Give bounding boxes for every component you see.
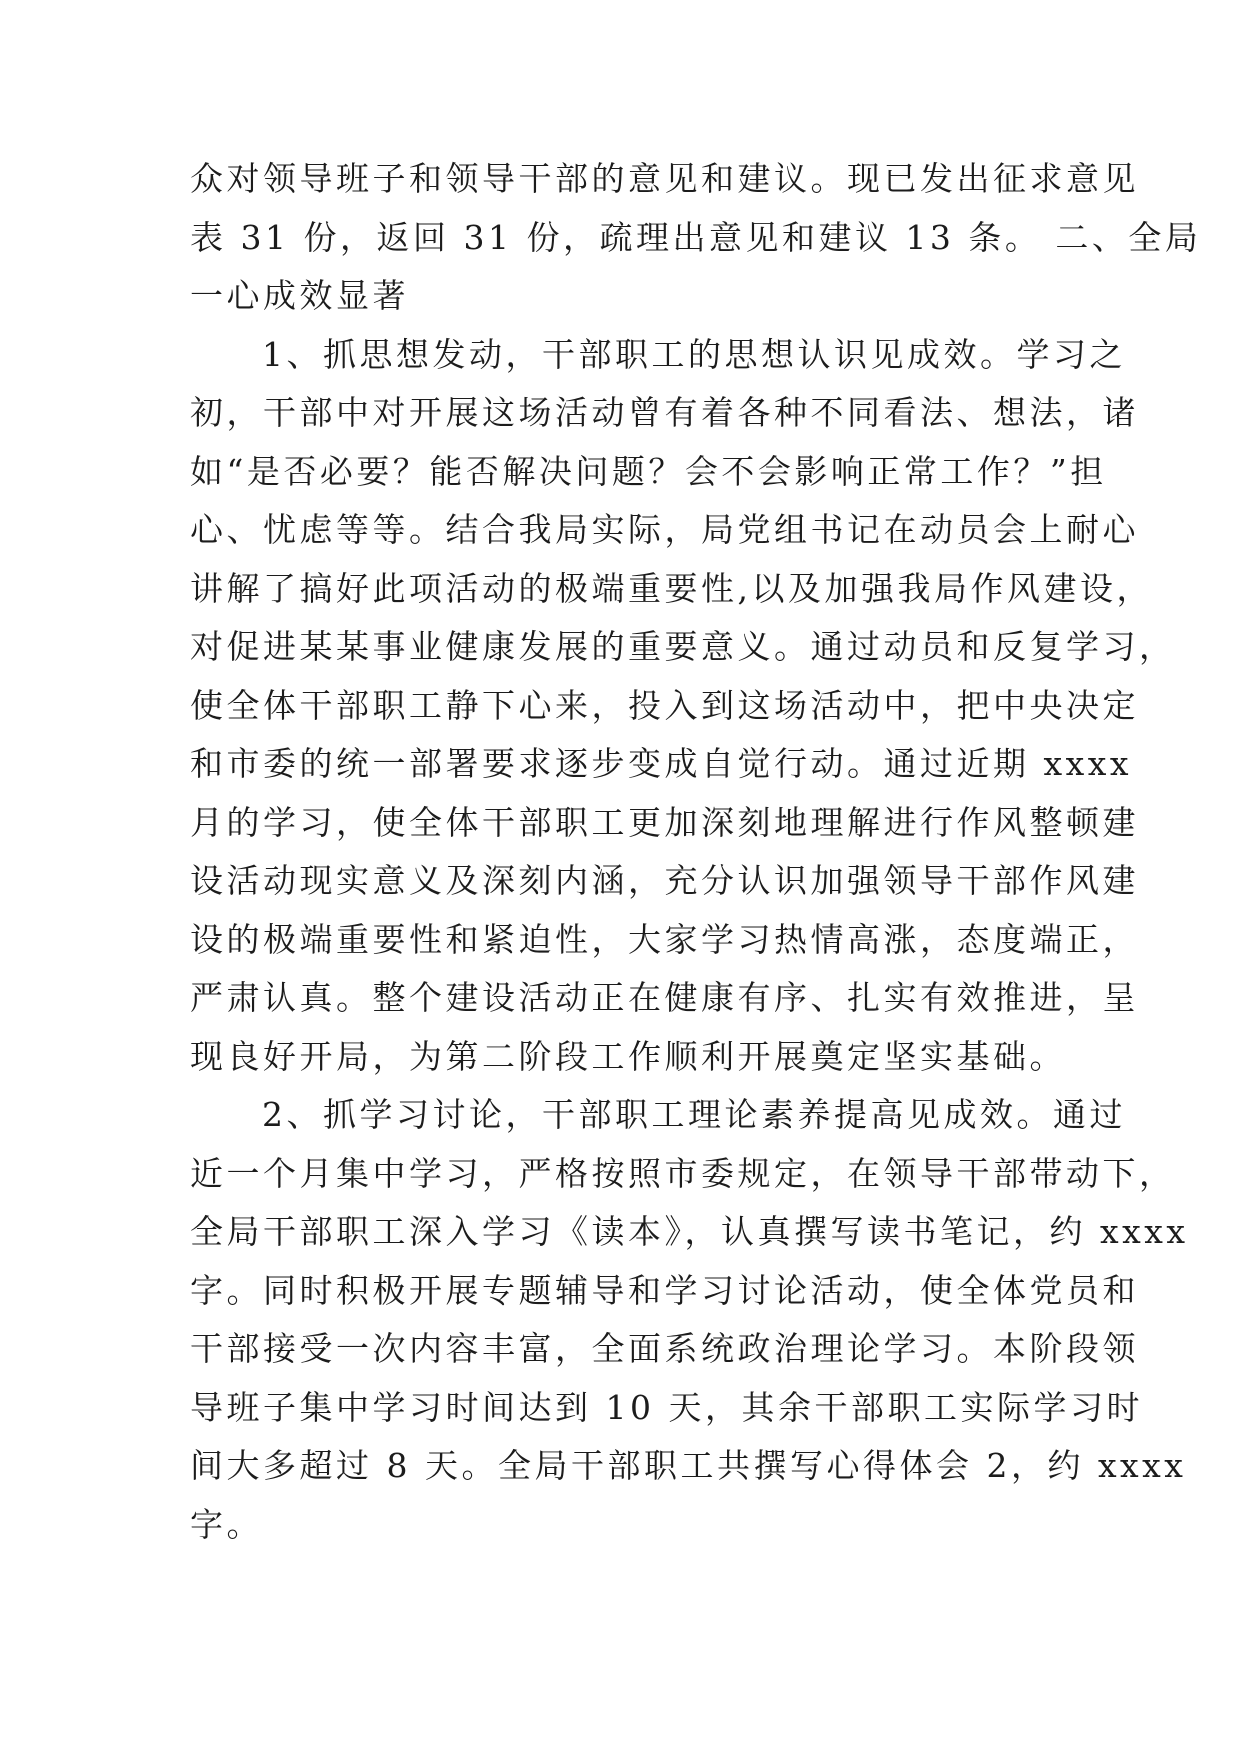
text-line: 干部接受一次内容丰富，全面系统政治理论学习。本阶段领	[190, 1329, 1139, 1368]
text-line: 月的学习，使全体干部职工更加深刻地理解进行作风整顿建	[190, 802, 1139, 842]
text-line: 如“是否必要？能否解决问题？会不会影响正常工作？”担	[190, 451, 1107, 491]
paragraph-ideological-mobilization	[190, 326, 1176, 1087]
text-line: 设活动现实意义及深刻内涵，充分认识加强领导干部作风建	[190, 861, 1139, 900]
text-line: 字。	[190, 1504, 263, 1544]
paragraph-opinions-summary	[190, 150, 1202, 326]
text-line: 心、忧虑等等。结合我局实际，局党组书记在动员会上耐心	[190, 510, 1139, 549]
text-line: 全局干部职工深入学习《读本》，认真撰写读书笔记，约 xxxx	[190, 1212, 1189, 1251]
text-line: 现良好开局，为第二阶段工作顺利开展奠定坚实基础。	[190, 1036, 1066, 1076]
text-line: 使全体干部职工静下心来，投入到这场活动中，把中央决定	[190, 685, 1139, 725]
text-line: 一心成效显著	[190, 276, 409, 315]
text-line: 众对领导班子和领导干部的意见和建议。现已发出征求意见	[190, 159, 1139, 198]
document-body	[190, 150, 1202, 1554]
text-line: 2、抓学习讨论，干部职工理论素养提高见成效。通过	[262, 1095, 1126, 1134]
paragraph-study-discussion	[190, 1086, 1189, 1554]
text-line: 字。同时积极开展专题辅导和学习讨论活动，使全体党员和	[190, 1270, 1139, 1310]
text-line: 严肃认真。整个建设活动正在健康有序、扎实有效推进，呈	[190, 978, 1139, 1017]
text-line: 1、抓思想发动，干部职工的思想认识见成效。学习之	[262, 334, 1126, 374]
text-line: 间大多超过 8 天。全局干部职工共撰写心得体会 2，约 xxxx	[190, 1446, 1187, 1485]
text-line: 初，干部中对开展这场活动曾有着各种不同看法、想法，诸	[190, 393, 1139, 432]
text-line: 近一个月集中学习，严格按照市委规定，在领导干部带动下，	[190, 1153, 1176, 1193]
text-line: 讲解了搞好此项活动的极端重要性,以及加强我局作风建设，	[190, 568, 1153, 608]
text-line: 设的极端重要性和紧迫性，大家学习热情高涨，态度端正，	[190, 919, 1139, 959]
text-line: 对促进某某事业健康发展的重要意义。通过动员和反复学习，	[190, 627, 1176, 666]
text-line: 导班子集中学习时间达到 10 天，其余干部职工实际学习时	[190, 1387, 1143, 1427]
text-line: 表 31 份，返回 31 份，疏理出意见和建议 13 条。 二、全局	[190, 217, 1202, 257]
text-line: 和市委的统一部署要求逐步变成自觉行动。通过近期 xxxx	[190, 744, 1132, 783]
